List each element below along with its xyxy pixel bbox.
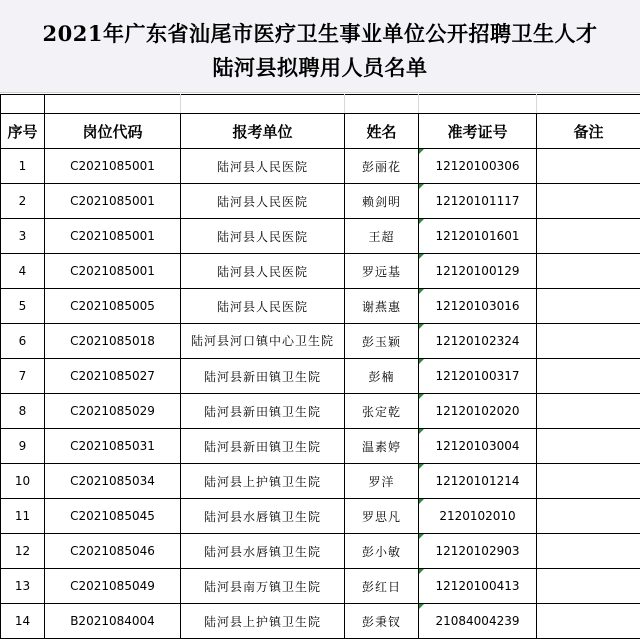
header-seq: 序号 (1, 114, 45, 149)
ticket-number-text: 12120103016 (435, 299, 520, 313)
table-row (1, 604, 640, 639)
number-stored-as-text-flag-icon (419, 569, 424, 574)
cell-name: 彭楠 (345, 359, 419, 394)
cell-ticket (419, 254, 537, 289)
table-row (1, 534, 640, 569)
ticket-number-text: 12120101214 (435, 474, 520, 488)
cell-ticket (419, 149, 537, 184)
cell-seq: 4 (1, 254, 45, 289)
table-body (1, 149, 640, 639)
table-row (1, 569, 640, 604)
cell-post-code: C2021085018 (45, 324, 181, 359)
ticket-number-text: 12120102903 (435, 544, 520, 558)
cell-unit: 陆河县新田镇卫生院 (181, 394, 345, 429)
header-ticket: 准考证号 (419, 114, 537, 149)
cell-name: 温素婷 (345, 429, 419, 464)
cell-post-code: C2021085001 (45, 254, 181, 289)
cell-post-code: C2021085029 (45, 394, 181, 429)
table-row (1, 184, 640, 219)
cell-unit: 陆河县人民医院 (181, 184, 345, 219)
ticket-number-text: 12120101601 (435, 229, 520, 243)
cell-post-code: C2021085034 (45, 464, 181, 499)
document-title: 2021年广东省汕尾市医疗卫生事业单位公开招聘卫生人才 (42, 21, 598, 46)
cell-post-code: B2021084004 (45, 604, 181, 639)
table-row (1, 289, 640, 324)
table-row (1, 359, 640, 394)
cell-name: 赖剑明 (345, 184, 419, 219)
cell-ticket (419, 359, 537, 394)
number-stored-as-text-flag-icon (419, 394, 424, 399)
cell-post-code: C2021085045 (45, 499, 181, 534)
cell-remark (537, 289, 640, 324)
cell-name: 张定乾 (345, 394, 419, 429)
cell-seq: 11 (1, 499, 45, 534)
ticket-number-text: 12120102020 (435, 404, 520, 418)
cell-seq: 14 (1, 604, 45, 639)
ticket-number-text: 12120101117 (435, 194, 520, 208)
ticket-number-text: 12120100129 (435, 264, 520, 278)
cell-name: 罗思凡 (345, 499, 419, 534)
cell-remark (537, 569, 640, 604)
table-row (1, 219, 640, 254)
cell-seq: 9 (1, 429, 45, 464)
cell-seq: 12 (1, 534, 45, 569)
cell-name: 谢燕惠 (345, 289, 419, 324)
cell-seq: 10 (1, 464, 45, 499)
cell-remark (537, 219, 640, 254)
cell-name: 王超 (345, 219, 419, 254)
header-unit: 报考单位 (181, 114, 345, 149)
table-row (1, 324, 640, 359)
ticket-number-text: 21084004239 (435, 614, 520, 628)
cell-post-code: C2021085046 (45, 534, 181, 569)
document-subtitle: 陆河县拟聘用人员名单 (212, 55, 428, 80)
cell-post-code: C2021085001 (45, 184, 181, 219)
cell-seq: 6 (1, 324, 45, 359)
cell-remark (537, 429, 640, 464)
cell-ticket (419, 604, 537, 639)
table-row (1, 149, 640, 184)
number-stored-as-text-flag-icon (419, 324, 424, 329)
number-stored-as-text-flag-icon (419, 429, 424, 434)
cell-ticket (419, 534, 537, 569)
cell-unit: 陆河县水唇镇卫生院 (181, 534, 345, 569)
ticket-number-text: 12120100413 (435, 579, 520, 593)
number-stored-as-text-flag-icon (419, 149, 424, 154)
cell-ticket (419, 184, 537, 219)
cell-ticket (419, 499, 537, 534)
cell-unit: 陆河县上护镇卫生院 (181, 604, 345, 639)
cell-seq: 1 (1, 149, 45, 184)
cell-post-code: C2021085001 (45, 149, 181, 184)
cell-post-code: C2021085049 (45, 569, 181, 604)
number-stored-as-text-flag-icon (419, 254, 424, 259)
cell-remark (537, 534, 640, 569)
cell-name: 彭丽花 (345, 149, 419, 184)
number-stored-as-text-flag-icon (419, 219, 424, 224)
cell-ticket (419, 289, 537, 324)
ticket-number-text: 12120100306 (435, 159, 520, 173)
cell-name: 彭红日 (345, 569, 419, 604)
cell-remark (537, 254, 640, 289)
header-name: 姓名 (345, 114, 419, 149)
cell-remark (537, 394, 640, 429)
cell-remark (537, 359, 640, 394)
cell-name: 彭小敏 (345, 534, 419, 569)
cell-unit: 陆河县人民医院 (181, 289, 345, 324)
cell-unit: 陆河县新田镇卫生院 (181, 359, 345, 394)
ticket-number-text: 12120102324 (435, 334, 520, 348)
cell-ticket (419, 429, 537, 464)
cell-unit: 陆河县南万镇卫生院 (181, 569, 345, 604)
cell-unit: 陆河县河口镇中心卫生院 (181, 324, 345, 359)
hiring-list-table (0, 94, 640, 639)
header-remark: 备注 (537, 114, 640, 149)
table-row (1, 499, 640, 534)
cell-seq: 2 (1, 184, 45, 219)
cell-unit: 陆河县人民医院 (181, 254, 345, 289)
number-stored-as-text-flag-icon (419, 184, 424, 189)
cell-ticket (419, 464, 537, 499)
cell-ticket (419, 394, 537, 429)
cell-remark (537, 604, 640, 639)
cell-ticket (419, 569, 537, 604)
cell-post-code: C2021085005 (45, 289, 181, 324)
cell-remark (537, 149, 640, 184)
spacer-row (1, 95, 640, 114)
cell-name: 罗洋 (345, 464, 419, 499)
title-banner (0, 0, 640, 93)
table-row (1, 254, 640, 289)
cell-remark (537, 324, 640, 359)
table-row (1, 394, 640, 429)
cell-name: 彭秉钗 (345, 604, 419, 639)
cell-remark (537, 499, 640, 534)
cell-remark (537, 184, 640, 219)
ticket-number-text: 2120102010 (439, 509, 516, 523)
table-header-row (1, 114, 640, 149)
cell-seq: 3 (1, 219, 45, 254)
cell-unit: 陆河县人民医院 (181, 219, 345, 254)
cell-name: 彭玉颖 (345, 324, 419, 359)
table-row (1, 429, 640, 464)
ticket-number-text: 12120103004 (435, 439, 520, 453)
cell-ticket (419, 219, 537, 254)
cell-seq: 8 (1, 394, 45, 429)
number-stored-as-text-flag-icon (419, 359, 424, 364)
cell-unit: 陆河县人民医院 (181, 149, 345, 184)
number-stored-as-text-flag-icon (419, 534, 424, 539)
cell-ticket (419, 324, 537, 359)
ticket-number-text: 12120100317 (435, 369, 520, 383)
cell-post-code: C2021085031 (45, 429, 181, 464)
cell-unit: 陆河县水唇镇卫生院 (181, 499, 345, 534)
cell-remark (537, 464, 640, 499)
cell-seq: 5 (1, 289, 45, 324)
cell-post-code: C2021085001 (45, 219, 181, 254)
cell-unit: 陆河县上护镇卫生院 (181, 464, 345, 499)
cell-seq: 7 (1, 359, 45, 394)
number-stored-as-text-flag-icon (419, 499, 424, 504)
number-stored-as-text-flag-icon (419, 464, 424, 469)
header-post-code: 岗位代码 (45, 114, 181, 149)
cell-unit: 陆河县新田镇卫生院 (181, 429, 345, 464)
number-stored-as-text-flag-icon (419, 604, 424, 609)
number-stored-as-text-flag-icon (419, 289, 424, 294)
table-row (1, 464, 640, 499)
cell-post-code: C2021085027 (45, 359, 181, 394)
cell-name: 罗远基 (345, 254, 419, 289)
cell-seq: 13 (1, 569, 45, 604)
